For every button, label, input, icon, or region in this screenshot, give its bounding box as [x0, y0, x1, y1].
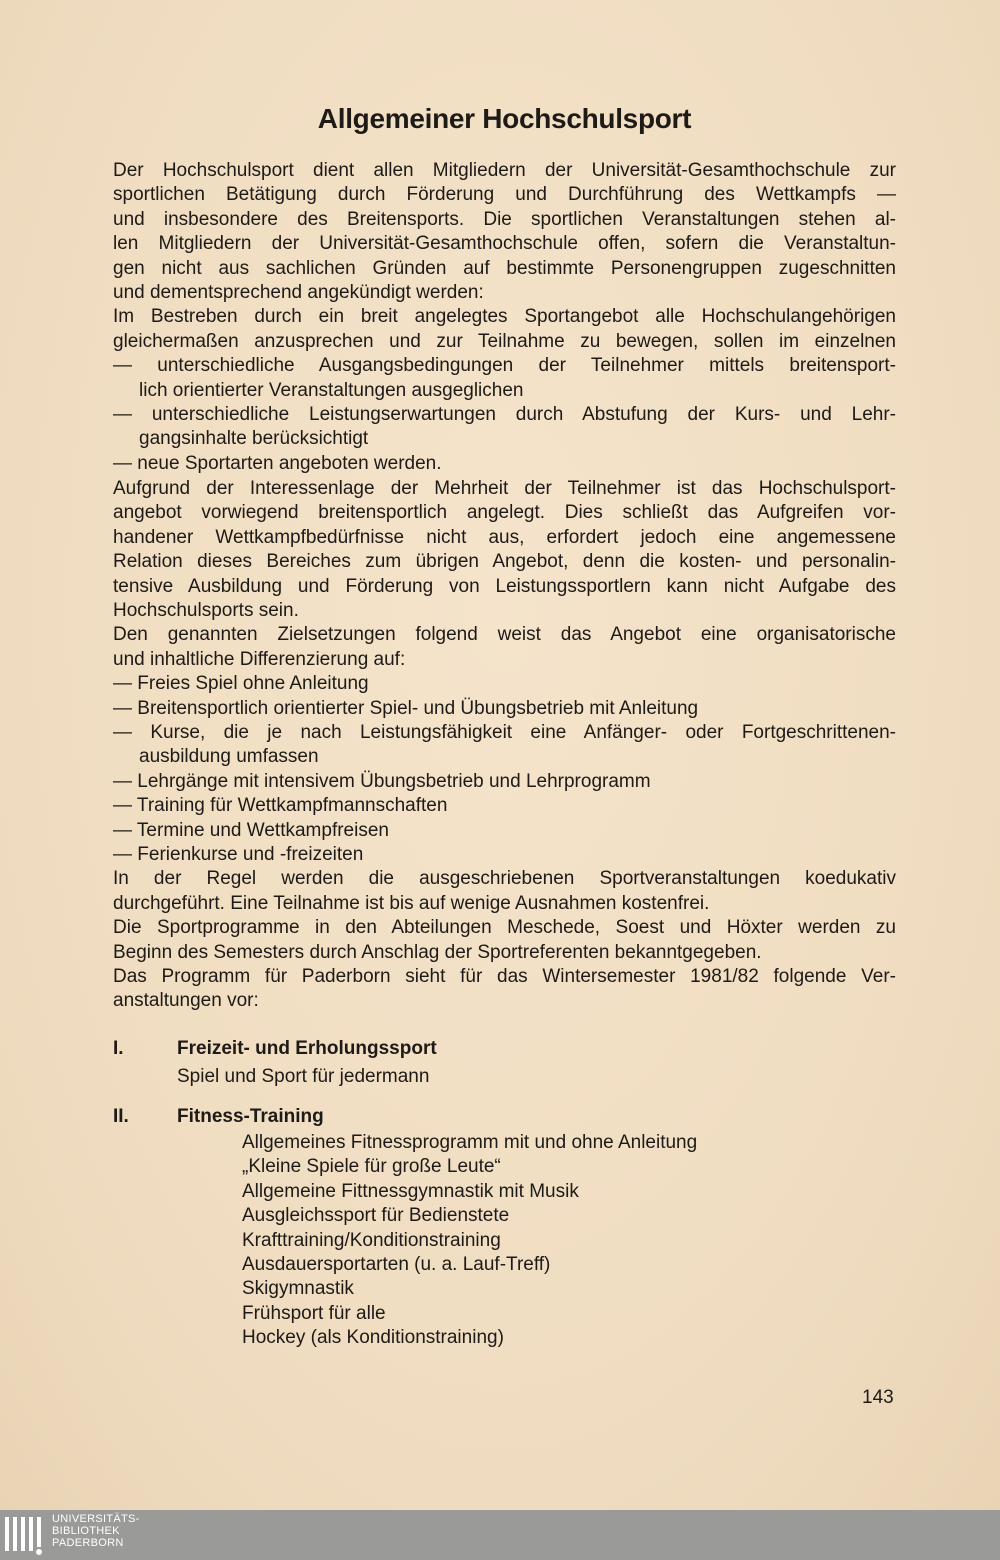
body-line: anstaltungen vor: [113, 990, 259, 1012]
body-line: angebot vorwiegend breitensportlich angelegt. Dies schließt das Aufgreifen vor- [113, 502, 896, 524]
body-line: — Lehrgänge mit intensivem Übungsbetrieb und Lehrprogramm [113, 770, 651, 792]
body-line: sportlichen Betätigung durch Förderung und Durchführung des Wettkampfs — [113, 184, 896, 206]
body-line: In der Regel werden die ausgeschriebenen Sportveranstaltungen koedukativ [113, 868, 896, 890]
body-line: — unterschiedliche Leistungserwartungen durch Abstufung der Kurs- und Lehr- [113, 403, 896, 425]
fitness-item: Ausdauersportarten (u. a. Lauf-Treff) [242, 1254, 551, 1275]
body-line: durchgeführt. Eine Teilnahme ist bis auf wenige Ausnahmen kostenfrei. [113, 892, 710, 914]
body-line: Das Programm für Paderborn sieht für das Wintersemester 1981/82 folgende Ver- [113, 965, 896, 987]
body-line: Relation dieses Bereiches zum übrigen Angebot, denn die kosten- und personalin- [113, 551, 896, 573]
body-line: Die Sportprogramme in den Abteilungen Meschede, Soest und Höxter werden zu [113, 917, 896, 939]
page-title: Allgemeiner Hochschulsport [317, 103, 692, 134]
body-line: Hochschulsports sein. [113, 600, 299, 622]
body-line: — neue Sportarten angeboten werden. [113, 452, 442, 474]
fitness-item: Ausgleichssport für Bedienstete [242, 1205, 510, 1227]
body-line: Den genannten Zielsetzungen folgend weist das Angebot eine organisatorische [113, 624, 896, 646]
fitness-item: Krafttraining/Konditionstraining [242, 1229, 501, 1251]
section-title: Freizeit- und Erholungssport [177, 1038, 437, 1059]
body-line: — Training für Wettkampfmannschaften [113, 795, 448, 817]
body-line: — Termine und Wettkampfreisen [113, 819, 389, 841]
body-line: und inhaltliche Differenzierung auf: [113, 648, 406, 670]
library-name [52, 1513, 140, 1549]
body-line: und insbesondere des Breitensports. Die sportlichen Veranstaltungen stehen al- [113, 208, 896, 230]
body-line: lich orientierter Veranstaltungen ausgeglichen [139, 379, 524, 401]
body-text [113, 159, 896, 1014]
body-line: tensive Ausbildung und Förderung von Leistungssportlern kann nicht Aufgabe des [113, 575, 896, 597]
fitness-item: Frühsport für alle [242, 1302, 386, 1324]
fitness-item: Allgemeine Fittnessgymnastik mit Musik [242, 1180, 579, 1202]
section-title: Fitness-Training [177, 1106, 324, 1127]
body-line: Im Bestreben durch ein breit angelegtes Sportangebot alle Hochschulangehörigen [113, 306, 896, 328]
body-line: — Breitensportlich orientierter Spiel- und Übungsbetrieb mit Anleitung [113, 697, 699, 719]
fitness-item: „Kleine Spiele für große Leute“ [242, 1156, 501, 1178]
body-line: Der Hochschulsport dient allen Mitgliedern der Universität-Gesamthochschule zur [113, 160, 896, 181]
section-number: II. [113, 1106, 129, 1127]
body-line: gleichermaßen anzusprechen und zur Teilnahme zu bewegen, sollen im einzelnen [113, 330, 896, 352]
fitness-item: Allgemeines Fitnessprogramm mit und ohne Anleitung [242, 1132, 698, 1153]
library-name-line: BIBLIOTHEK [52, 1525, 120, 1537]
library-name-line: PADERBORN [52, 1537, 124, 1549]
body-line: und dementsprechend angekündigt werden: [113, 281, 484, 303]
body-line: gangsinhalte berücksichtigt [139, 428, 369, 450]
library-footer [0, 1510, 1000, 1560]
body-line: — Ferienkurse und -freizeiten [113, 843, 364, 865]
body-line: gen nicht aus sachlichen Gründen auf bestimmte Personengruppen zugeschnitten [113, 257, 896, 279]
body-line: Beginn des Semesters durch Anschlag der Sportreferenten bekanntgegeben. [113, 941, 762, 963]
section-number: I. [113, 1038, 124, 1059]
body-line: len Mitgliedern der Universität-Gesamthochschule offen, sofern die Veranstaltun- [113, 233, 896, 255]
page-number: 143 [862, 1387, 894, 1408]
library-logo-icon [2, 1513, 48, 1557]
body-line: ausbildung umfassen [139, 746, 319, 768]
body-line: handener Wettkampfbedürfnisse nicht aus, erfordert jedoch eine angemessene [113, 526, 896, 548]
body-line: — unterschiedliche Ausgangsbedingungen der Teilnehmer mittels breitensport- [113, 355, 896, 377]
fitness-item: Skigymnastik [242, 1278, 354, 1300]
section-line: Spiel und Sport für jedermann [177, 1066, 430, 1087]
body-line: Aufgrund der Interessenlage der Mehrheit der Teilnehmer ist das Hochschulsport- [113, 478, 896, 500]
body-line: — Kurse, die je nach Leistungsfähigkeit eine Anfänger- oder Fortgeschrittenen- [113, 721, 896, 743]
body-line: — Freies Spiel ohne Anleitung [113, 673, 369, 695]
library-name-line: UNIVERSITÄTS- [52, 1513, 140, 1525]
fitness-item: Hockey (als Konditionstraining) [242, 1327, 504, 1349]
